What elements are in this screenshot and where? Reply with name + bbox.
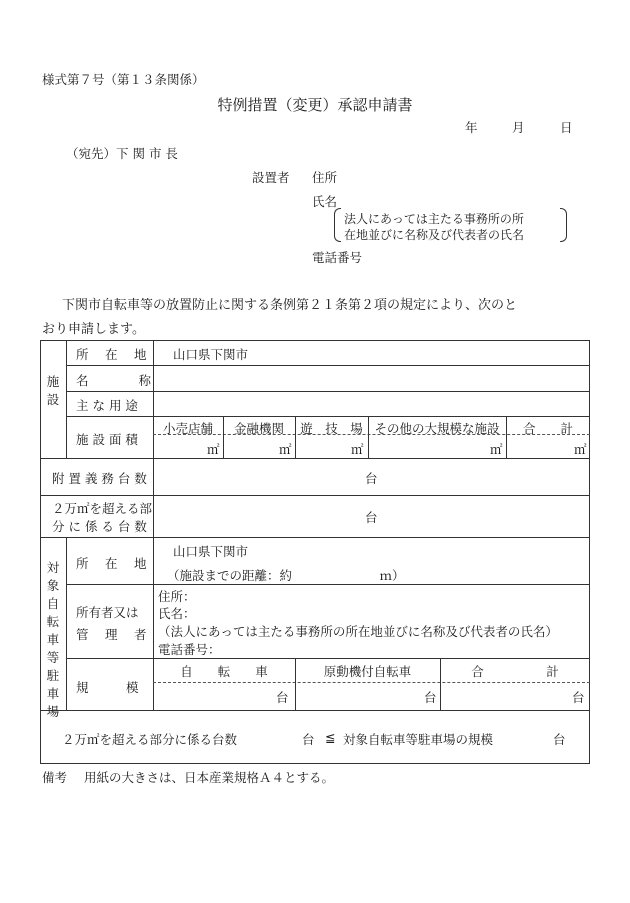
area-unit-amusement: ㎡ (351, 442, 364, 457)
corp-note-line1: 法人にあっては主たる事務所の所 (344, 212, 524, 226)
scale-col-bicycle: 自 転 車 (180, 664, 268, 679)
parking-location-value: 山口県下関市 (173, 544, 249, 559)
form-title: 特例措置（変更）承認申請書 (217, 96, 413, 114)
area-col-finance: 金融機関 (233, 421, 284, 436)
remarks-label: 備考 (42, 770, 68, 785)
owner-label-line1: 所有者又は (76, 605, 139, 620)
scale-col-total: 合 計 (471, 664, 559, 679)
area-unit-retail: ㎡ (207, 442, 220, 457)
over20000-unit: 台 (365, 510, 378, 525)
address-label: 住所 (312, 170, 338, 185)
summary-unit1: 台 (302, 732, 315, 747)
name-label: 氏名 (312, 194, 338, 209)
facility-section-label: 施設 (46, 374, 60, 407)
facility-location-label: 所 在 地 (76, 347, 147, 362)
form-number: 様式第７号（第１３条関係） (42, 72, 205, 87)
area-unit-other: ㎡ (490, 442, 503, 457)
area-col-total: 合 計 (522, 421, 573, 436)
right-brace (560, 208, 567, 242)
area-col-amusement: 遊 技 場 (300, 421, 363, 436)
scale-unit-moped: 台 (424, 690, 437, 705)
phone-label: 電話番号 (312, 250, 363, 265)
summary-symbol: ≦ (325, 730, 336, 745)
left-brace (334, 208, 341, 242)
addressee: （宛先）下 関 市 長 (66, 146, 178, 161)
body-text-line2: おり申請します。 (42, 322, 145, 337)
over20000-label-line1: ２万㎡を超える部 (52, 501, 153, 516)
area-col-other: その他の大規模な施設 (374, 421, 500, 436)
attached-count-label: 附 置 義 務 台 数 (52, 471, 147, 486)
area-unit-total: ㎡ (574, 442, 587, 457)
body-text-line1: 下関市自転車等の放置防止に関する条例第２１条第２項の規定により、次のと (62, 298, 518, 313)
attached-count-unit: 台 (365, 471, 378, 486)
remarks-text: 用紙の大きさは、日本産業規格Ａ４とする。 (84, 770, 335, 785)
setter-label: 設置者 (252, 170, 290, 185)
scale-col-moped: 原動機付自転車 (323, 664, 412, 679)
summary-left: ２万㎡を超える部分に係る台数 (62, 732, 238, 747)
summary-unit2: 台 (553, 732, 566, 747)
owner-label-line2: 管 理 者 (76, 627, 147, 642)
area-col-retail: 小売店舗 (162, 421, 213, 436)
owner-corp-note: （法人にあっては主たる事務所の所在地並びに名称及び代表者の氏名） (158, 624, 558, 639)
facility-use-label: 主 な 用 途 (76, 398, 138, 413)
application-table (40, 340, 590, 764)
owner-address-label: 住所： (158, 589, 196, 604)
scale-unit-total: 台 (572, 690, 585, 705)
owner-phone-label: 電話番号： (158, 642, 221, 657)
area-unit-finance: ㎡ (279, 442, 292, 457)
scale-label: 規 模 (76, 680, 139, 695)
scale-unit-bicycle: 台 (276, 690, 289, 705)
facility-name-label: 名 称 (76, 373, 152, 388)
summary-right: 対象自転車等駐車場の規模 (343, 732, 494, 747)
parking-distance: （施設までの距離：約 ｍ） (167, 568, 405, 583)
corp-note-line2: 在地並びに名称及び代表者の氏名 (344, 228, 525, 242)
date-month-label: 月 (512, 120, 525, 135)
parking-section-label: 対象自転車等駐車場 (46, 560, 60, 719)
parking-location-label: 所 在 地 (76, 556, 147, 571)
facility-area-label: 施 設 面 積 (76, 432, 138, 447)
date-day-label: 日 (560, 120, 573, 135)
date-year-label: 年 (465, 120, 478, 135)
facility-location-value: 山口県下関市 (173, 347, 249, 362)
over20000-label-line2: 分 に 係 る 台 数 (52, 519, 147, 534)
owner-name-label: 氏名： (158, 606, 196, 621)
